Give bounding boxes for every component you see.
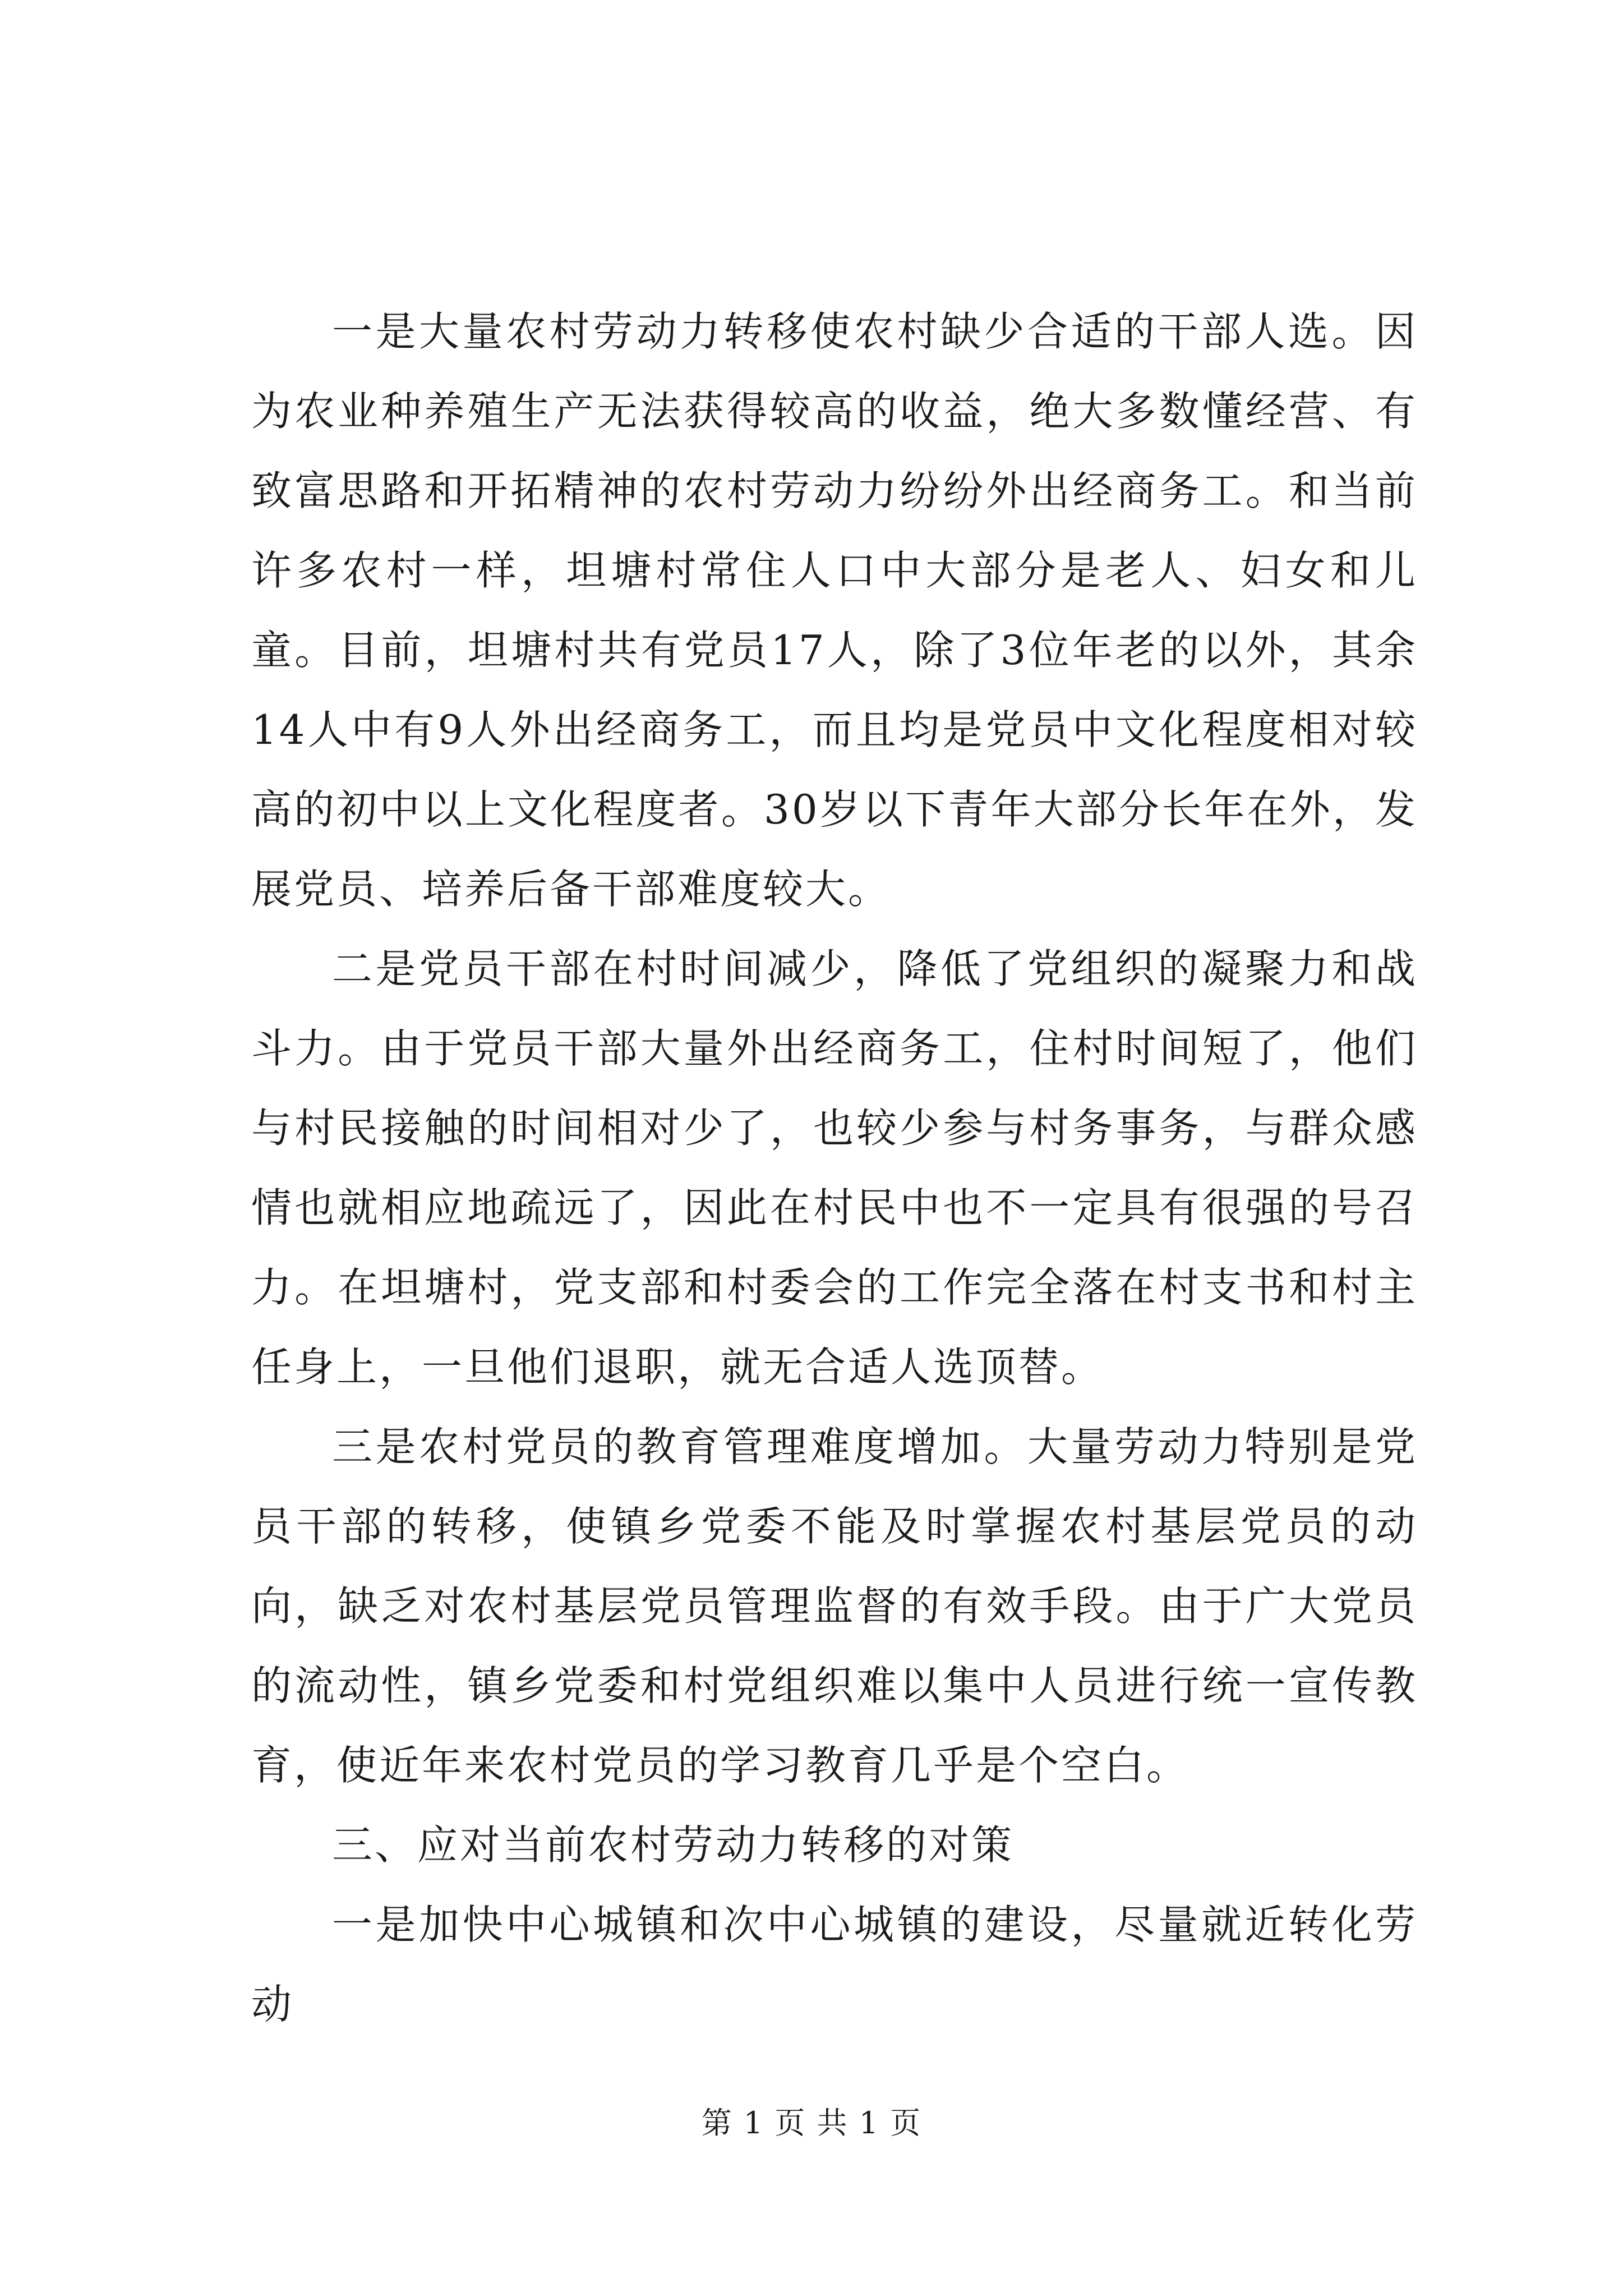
paragraph-reduced-presence: 二是党员干部在村时间减少，降低了党组织的凝聚力和战斗力。由于党员干部大量外出经商务工，住村时间短了，他们与村民接触的时间相对少了，也较少参与村务事务，与群众感情也就相应地疏远了，因此在村民中也不一定具有很强的号召力。在坦塘村，党支部和村委会的工作完全落在村支书和村主任身上，一旦他们退职，就无合适人选顶替。 (251, 945, 1418, 1391)
paragraph-town-construction: 一是加快中心城镇和次中心城镇的建设，尽量就近转化劳动 (251, 1901, 1418, 2028)
paragraph-education-difficulty: 三是农村党员的教育管理难度增加。大量劳动力特别是党员干部的转移，使镇乡党委不能及时掌握农村基层党员的动向，缺乏对农村基层党员管理监督的有效手段。由于广大党员的流动性，镇乡党委和村党组织难以集中人员进行统一宣传教育，使近年来农村党员的学习教育几乎是个空白。 (251, 1423, 1418, 1789)
section-heading-countermeasures: 三、应对当前农村劳动力转移的对策 (332, 1821, 1015, 1869)
paragraph-cadre-shortage: 一是大量农村劳动力转移使农村缺少合适的干部人选。因为农业种养殖生产无法获得较高的收益，绝大多数懂经营、有致富思路和开拓精神的农村劳动力纷纷外出经商务工。和当前许多农村一样，坦塘村常住人口中大部分是老人、妇女和儿童。目前，坦塘村共有党员17人，除了3位年老的以外，其余14人中有9人外出经商务工，而且均是党员中文化程度相对较高的初中以上文化程度者。30岁以下青年大部分长年在外，发展党员、培养后备干部难度较大。 (251, 308, 1418, 913)
page-number-footer: 第 1 页 共 1 页 (701, 2105, 922, 2141)
document-body (251, 292, 1418, 2044)
